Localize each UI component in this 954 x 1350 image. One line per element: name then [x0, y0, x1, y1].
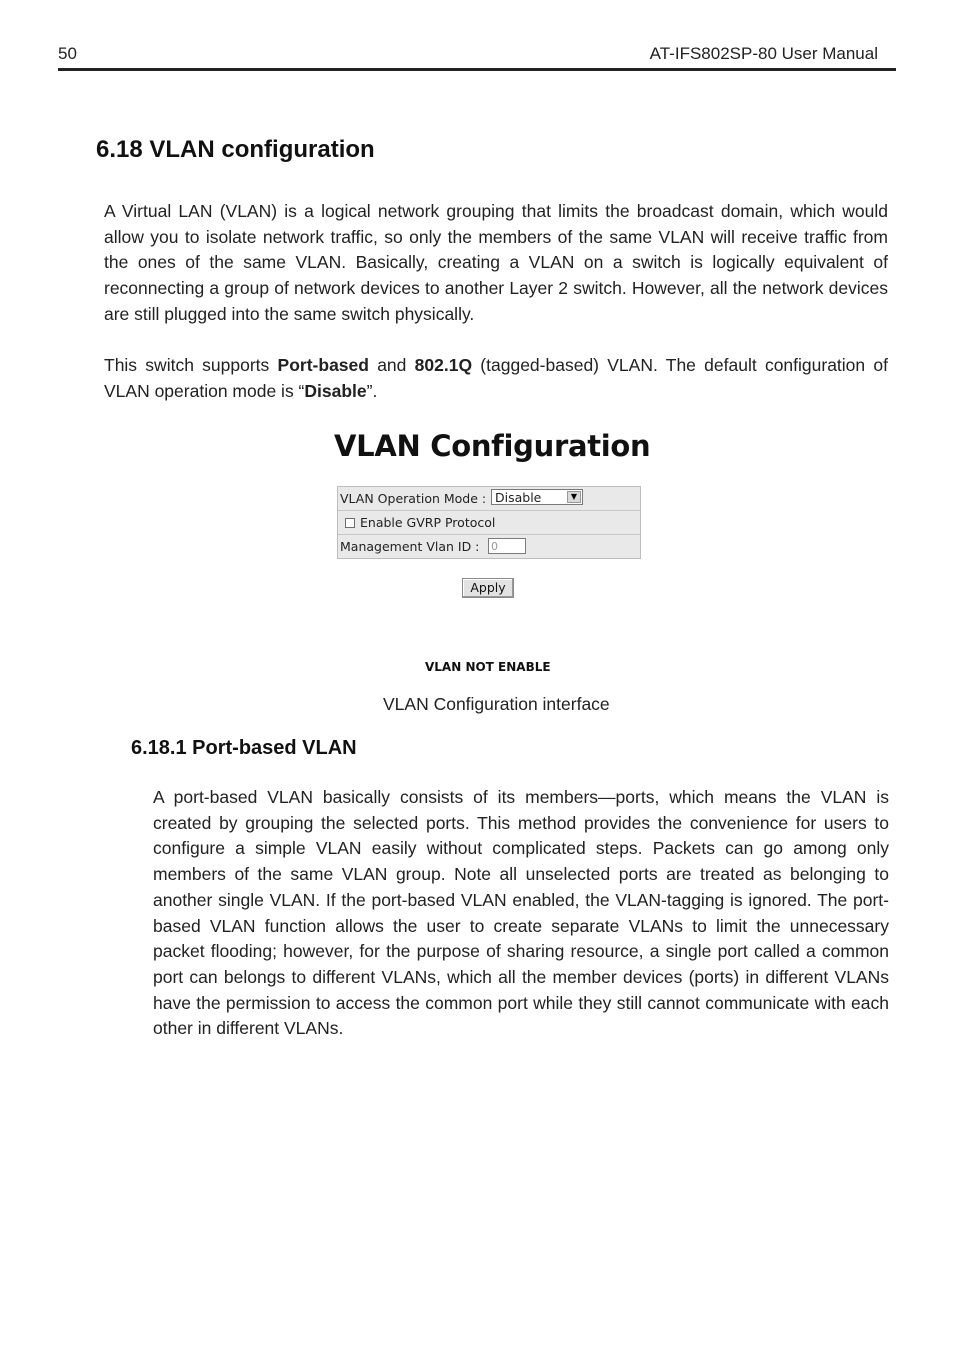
default-mode-paragraph	[104, 353, 888, 404]
port-based-paragraph: A port-based VLAN basically consists of its members—ports, which means the VLAN is created by grouping the selected ports. This method provides the convenience for users to configure a simple VLAN easily without complicated steps. Packets can go among only members of the same VLAN group. Note all unselected ports are treated as belonging to another single VLAN. If the port-based VLAN enabled, the VLAN-tagging is ignored. The port-based VLAN function allows the user to create separate VLANs to limit the unnecessary packet flooding; however, for the purpose of sharing resource, a single port called a common port can belongs to different VLANs, which all the member devices (ports) in different VLANs have the permission to access the common port while they still cannot communicate with each other in different VLANs.	[153, 787, 889, 1039]
subsection-title: 6.18.1 Port-based VLAN	[131, 737, 357, 759]
intro-paragraph: A Virtual LAN (VLAN) is a logical network grouping that limits the broadcast domain, which would allow you to isolate network traffic, so only the members of the same VLAN will receive traffic from the ones of the same VLAN. Basically, creating a VLAN on a switch is logically equivalent of reconnecting a group of network devices to another Layer 2 switch. However, all the network devices are still plugged into the same switch physically.	[104, 201, 888, 324]
vlan-status-text: VLAN NOT ENABLE	[425, 660, 551, 674]
p2-bold-8021q: 802.1Q	[414, 355, 473, 375]
p2-text-3: (tagged-based) VLAN. The default configuration of VLAN operation mode is “	[104, 355, 888, 401]
vlan-config-table	[337, 486, 641, 559]
gvrp-label: Enable GVRP Protocol	[360, 515, 496, 530]
p2-bold-port-based: Port-based	[277, 355, 369, 375]
figure-caption: VLAN Configuration interface	[383, 694, 610, 714]
manual-title: AT-IFS802SP-80 User Manual	[649, 44, 878, 63]
section-title: 6.18 VLAN configuration	[96, 136, 375, 163]
mgmt-vlan-input[interactable]: 0	[488, 538, 526, 554]
p2-text-2: and	[368, 355, 415, 375]
gvrp-row	[338, 511, 640, 535]
operation-mode-value: Disable	[495, 490, 542, 505]
chevron-down-icon[interactable]: ▼	[567, 491, 581, 503]
apply-button[interactable]: Apply	[462, 578, 514, 598]
operation-mode-row	[338, 487, 640, 511]
page-number: 50	[58, 44, 77, 63]
gvrp-checkbox[interactable]	[345, 518, 355, 528]
page-header	[58, 42, 896, 71]
vlan-config-heading: VLAN Configuration	[334, 429, 651, 463]
p2-text-4: ”.	[366, 380, 378, 401]
operation-mode-label: VLAN Operation Mode :	[340, 491, 487, 506]
p2-text-1: This switch supports	[104, 355, 278, 375]
p2-bold-disable: Disable	[304, 380, 367, 401]
mgmt-vlan-row	[338, 535, 640, 558]
mgmt-vlan-label: Management Vlan ID :	[340, 539, 480, 554]
operation-mode-select[interactable]	[491, 489, 583, 505]
